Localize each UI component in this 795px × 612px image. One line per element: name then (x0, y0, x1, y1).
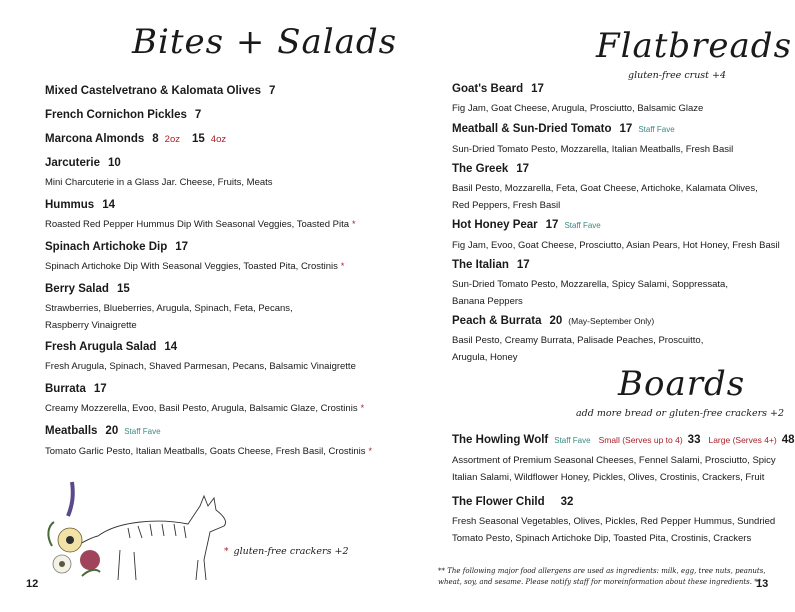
menu-item (45, 340, 356, 375)
menu-item (452, 258, 728, 310)
staff-fave-badge: Staff Fave (554, 436, 591, 445)
item-name: Meatballs (45, 425, 98, 437)
item-name: Marcona Almonds (45, 133, 145, 145)
menu-item (452, 122, 733, 158)
item-price: 15 (116, 283, 130, 295)
gluten-free-marker: * (224, 547, 229, 557)
item-name: Spinach Artichoke Dip (45, 241, 168, 253)
item-description: Fresh Seasonal Vegetables, Olives, Pickles, Red Pepper Hummus, Sundried (452, 516, 776, 527)
item-price: 17 (175, 241, 189, 253)
page-number: 12 (26, 578, 39, 590)
staff-fave-badge: Staff Fave (638, 125, 675, 134)
item-price: 33 (687, 434, 701, 446)
wolf-flowers-illustration (38, 476, 238, 586)
gluten-free-crust-note: gluten-free crust +4 (628, 70, 727, 81)
item-name: The Greek (452, 163, 509, 175)
item-description: Fresh Arugula, Spinach, Shaved Parmesan, Pecans, Balsamic Vinaigrette (45, 361, 356, 372)
item-name: Berry Salad (45, 283, 109, 295)
item-price-2: 15 (192, 133, 205, 145)
menu-item (45, 108, 201, 122)
item-price: 17 (531, 83, 544, 95)
menu-item (452, 495, 775, 547)
item-description: Mini Charcuterie in a Glass Jar. Cheese, Fruits, Meats (45, 177, 273, 188)
availability-note: (May-September Only) (568, 316, 655, 326)
item-price: 17 (545, 219, 559, 231)
item-description: Fig Jam, Evoo, Goat Cheese, Prosciutto, Asian Pears, Hot Honey, Fresh Basil (452, 240, 780, 251)
menu-item (45, 198, 356, 233)
item-price: 20 (549, 315, 563, 327)
left-page (0, 0, 396, 612)
allergen-line: wheat, soy, and sesame. Please notify staff for moreinformation about these ingredients. ** (438, 578, 762, 586)
gluten-free-marker: * (352, 219, 356, 229)
item-name: Mixed Castelvetrano & Kalomata Olives (45, 85, 262, 97)
item-description: Basil Pesto, Mozzarella, Feta, Goat Cheese, Artichoke, Kalamata Olives, (452, 183, 758, 194)
item-price: 8 (152, 133, 159, 145)
menu-item (452, 82, 703, 117)
page-number: 13 (756, 578, 769, 590)
item-description: Fig Jam, Goat Cheese, Arugula, Prosciutto, Balsamic Glaze (452, 103, 704, 114)
item-price: 17 (619, 123, 633, 135)
item-description-2: Italian Salami, Wildflower Honey, Pickles, Olives, Crostinis, Crackers, Fruit (452, 472, 765, 483)
item-price: 32 (560, 496, 574, 508)
item-description: Strawberries, Blueberries, Arugula, Spinach, Feta, Pecans, (45, 303, 293, 314)
item-name: Meatball & Sun-Dried Tomato (452, 123, 612, 135)
item-price: 14 (102, 199, 115, 211)
menu-item (45, 84, 275, 98)
menu-item (45, 156, 273, 191)
item-description-2: Raspberry Vinaigrette (45, 320, 137, 331)
menu-item (45, 424, 372, 460)
gluten-free-marker: * (360, 403, 365, 413)
right-page (396, 0, 795, 612)
size-label: Large (Serves 4+) (708, 435, 777, 445)
boards-note: add more bread or gluten-free crackers +2 (576, 408, 785, 419)
menu-item (452, 314, 703, 366)
item-description-2: Banana Peppers (452, 296, 523, 307)
item-price: 20 (105, 425, 119, 437)
bites-salads-title: Bites + Salads (132, 22, 398, 62)
item-name: The Howling Wolf (452, 434, 549, 446)
allergen-line: ** The following major food allergens are used as ingredients: milk, egg, tree nuts, peanuts, (438, 567, 766, 575)
item-name: The Italian (452, 259, 509, 271)
flatbreads-title: Flatbreads (596, 26, 793, 66)
item-description: Tomato Garlic Pesto, Italian Meatballs, Goats Cheese, Fresh Basil, Crostinis (45, 446, 366, 457)
item-name: Goat's Beard (452, 83, 524, 95)
item-price: 7 (269, 85, 276, 97)
menu-item (452, 162, 758, 214)
item-description-2: Tomato Pesto, Spinach Artichoke Dip, Toasted Pita, Crostinis, Crackers (452, 533, 752, 544)
gf-crackers-text: gluten-free crackers +2 (233, 546, 349, 557)
gluten-free-marker: * (368, 446, 373, 456)
item-description: Sun-Dried Tomato Pesto, Mozzarella, Spicy Salami, Soppressata, (452, 279, 728, 290)
staff-fave-badge: Staff Fave (124, 427, 161, 436)
menu-item (452, 218, 780, 254)
item-description-2: Arugula, Honey (452, 352, 518, 363)
item-name: Burrata (45, 383, 86, 395)
item-description-2: Red Peppers, Fresh Basil (452, 200, 561, 211)
boards-title: Boards (618, 364, 746, 404)
item-price-2: 48 (781, 434, 795, 446)
item-price: 17 (516, 259, 530, 271)
menu-item (45, 240, 344, 275)
item-name: The Flower Child (452, 496, 545, 508)
size-label: Small (Serves up to 4) (598, 435, 683, 445)
item-name: Peach & Burrata (452, 315, 542, 327)
item-price: 7 (194, 109, 202, 121)
staff-fave-badge: Staff Fave (564, 221, 601, 230)
menu-item (45, 132, 226, 147)
item-description: Assortment of Premium Seasonal Cheeses, Fennel Salami, Prosciutto, Spicy (452, 455, 776, 466)
item-name: Hummus (45, 199, 95, 211)
item-description: Creamy Mozzerella, Evoo, Basil Pesto, Arugula, Balsamic Glaze, Crostinis (45, 403, 358, 414)
menu-item (45, 382, 364, 417)
gluten-free-crackers-note (224, 546, 349, 557)
item-name: French Cornichon Pickles (45, 109, 187, 121)
size-label: 4oz (210, 134, 227, 145)
item-name: Hot Honey Pear (452, 219, 538, 231)
item-price: 14 (164, 341, 178, 353)
item-name: Fresh Arugula Salad (45, 341, 157, 353)
item-description: Spinach Artichoke Dip With Seasonal Veggies, Toasted Pita, Crostinis (45, 261, 338, 272)
gluten-free-marker: * (340, 261, 345, 271)
item-price: 17 (516, 163, 530, 175)
item-description: Roasted Red Pepper Hummus Dip With Seasonal Veggies, Toasted Pita (45, 219, 349, 230)
menu-item (452, 433, 795, 486)
item-description: Basil Pesto, Creamy Burrata, Palisade Peaches, Proscuitto, (452, 335, 704, 346)
size-label: 2oz (164, 134, 180, 145)
allergen-notice (438, 566, 768, 588)
item-name: Jarcuterie (45, 157, 100, 169)
item-price: 10 (107, 157, 121, 169)
item-description: Sun-Dried Tomato Pesto, Mozzarella, Italian Meatballs, Fresh Basil (452, 144, 734, 155)
item-price: 17 (93, 383, 107, 395)
menu-item (45, 282, 293, 334)
